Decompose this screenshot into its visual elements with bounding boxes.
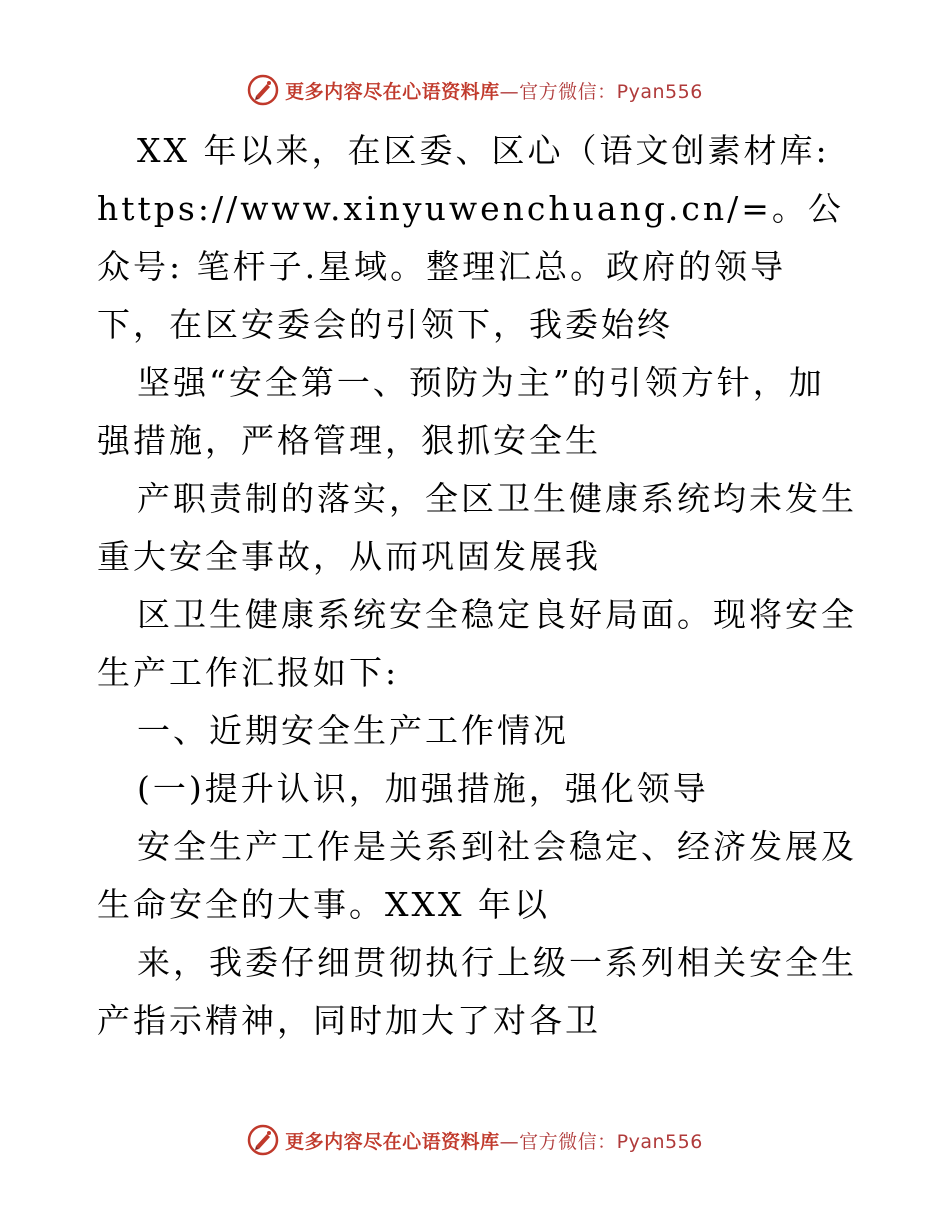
footer-banner xyxy=(0,1120,950,1160)
paragraph: 坚强“安全第一、预防为主”的引领方针，加强措施，严格管理，狠抓安全生 xyxy=(97,363,825,460)
header-brand-text: 更多内容尽在心语资料库 xyxy=(285,80,500,103)
paragraph: 产职责制的落实，全区卫生健康系统均未发生重大安全事故，从而巩固发展我 xyxy=(97,479,857,576)
footer-separator: — xyxy=(499,1130,520,1153)
section-heading: 一、近期安全生产工作情况 xyxy=(137,711,569,750)
footer-contact-text: 官方微信：Pyan556 xyxy=(519,1130,703,1153)
document-body xyxy=(97,122,857,1050)
footer-brand-text: 更多内容尽在心语资料库 xyxy=(285,1130,500,1153)
subsection-heading: (一)提升认识，加强措施，强化领导 xyxy=(137,769,709,808)
header-separator: — xyxy=(499,80,520,103)
header-banner xyxy=(0,70,950,110)
footer-banner-text xyxy=(285,1127,703,1154)
paragraph: XX 年以来，在区委、区心（语文创素材库: https://www.xinyuwenchuang.cn/=。公众号: 笔杆子.星域。整理汇总。政府的领导下，在区安委会的引领下，我委始终 xyxy=(97,131,844,344)
header-contact-text: 官方微信：Pyan556 xyxy=(519,80,703,103)
header-banner-text xyxy=(285,77,703,104)
paragraph: 安全生产工作是关系到社会稳定、经济发展及生命安全的大事。XXX 年以 xyxy=(97,827,857,924)
pen-logo-icon xyxy=(247,1124,279,1156)
pen-logo-icon xyxy=(247,74,279,106)
paragraph: 区卫生健康系统安全稳定良好局面。现将安全生产工作汇报如下: xyxy=(97,595,857,692)
paragraph: 来，我委仔细贯彻执行上级一系列相关安全生产指示精神，同时加大了对各卫 xyxy=(97,943,857,1040)
